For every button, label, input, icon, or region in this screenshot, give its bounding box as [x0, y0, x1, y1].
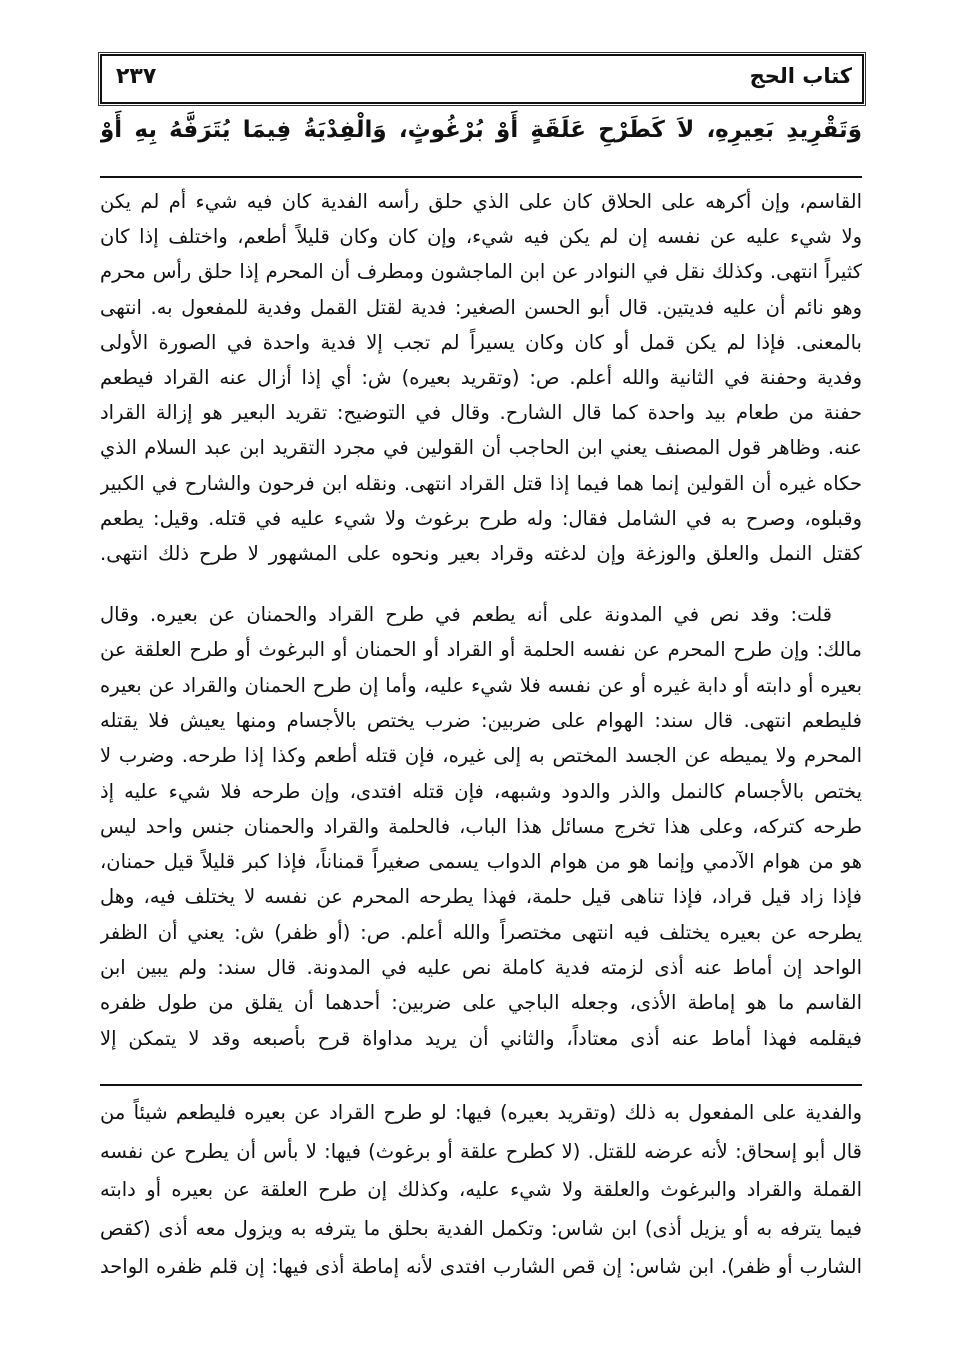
footnote-line: قال أبو إسحاق: لأنه عرضه للقتل. (لا كطرح علقة أو برغوث) فيها: لا بأس أن يطرح عن نفسه	[100, 1139, 862, 1163]
footnote-line: فيما يترفه به أو يزيل أذى) ابن شاس: وتكمل الفدية بحلق ما يترفه به ويزول معه أذى (كقص	[100, 1216, 862, 1240]
commentary-line: قلت: وقد نص في المدونة على أنه يطعم في طرح القراد والحمنان عن بعيره. وقال	[100, 603, 832, 626]
commentary-line: وقبلوه، وصرح به في الشامل فقال: وله طرح برغوث ولا شيء عليه في قتله. وقيل: يطعم	[100, 506, 862, 530]
divider-footnotes	[100, 1084, 862, 1086]
commentary-line: فيقلمه فهذا أماط عنه أذى معتاداً، والثاني أن يريد مداواة قرح بأصبعه وقد لا يتمكن إلا	[100, 1026, 862, 1050]
commentary-line: القاسم ما هو إماطة الأذى، وجعله الباجي على ضربين: أحدهما أن يقلق من طول ظفره	[100, 991, 862, 1015]
main-text-line: وَتَقْرِيدِ بَعِيرِهِ، لاَ كَطَرْحِ عَلَقَةٍ أَوْ بُرْغُوثٍ، وَالْفِدْيَةُ فِيمَا يُتَرَفَّهُ بِهِ أَوْ	[100, 117, 862, 143]
commentary-line: بالمعنى. فإذا لم يكن قمل أو كان وكان يسيراً لم تجب إلا فدية واحدة في الصورة الأولى	[100, 330, 862, 354]
commentary-line: المحرم ولا يميطه عن الجسد المختص به إلى غيره، فإن قتله أطعم وكذا إذا طرحه. وضرب لا	[100, 744, 862, 768]
commentary-line: كثيراً انتهى. وكذلك نقل في النوادر عن ابن الماجشون ومطرف أن المحرم إذا حلق رأس محرم	[100, 260, 862, 284]
commentary-line: وفدية وحفنة في الثانية والله أعلم. ص: (وتقريد بعيره) ش: أي إذا أزال عنه القراد فيطعم	[100, 366, 862, 389]
running-header	[100, 54, 864, 104]
commentary-line: ولا شيء عليه عن نفسه إن لم يكن فيه شيء، وإن كان وكان قليلاً أطعم، واختلف إذا كان	[100, 225, 862, 249]
commentary-line: يختص بالأجسام كالنمل والذر والدود وشبهه، فإن قتله افتدى، وإن طرحه فلا شيء عليه إذ	[100, 779, 862, 803]
commentary-line: طرحه كتركه، وعلى هذا تخرج مسائل هذا الباب، فالحلمة والقراد والحمنان جنس واحد ليس	[100, 814, 862, 838]
commentary-line: عنه. وظاهر قول المصنف يعني ابن الحاجب أن القولين في مجرد التقريد ابن عبد السلام الذي	[100, 436, 862, 460]
footnote-line: والفدية على المفعول به ذلك (وتقريد بعيره) فيها: لو طرح القراد عن بعيره فليطعم شيئاً من	[100, 1101, 862, 1124]
commentary-line: حفنة من طعام بيد واحدة كما قال الشارح. وقال في التوضيح: تقريد البعير هو إزالة القراد	[100, 401, 862, 425]
footnote-line: القملة والقراد والبرغوث والعلقة ولا شيء عليه، وكذلك إن طرح العلقة عن بعيره أو دابته	[100, 1178, 862, 1201]
commentary-line: حكاه غيره أن القولين إنما هما فيما إذا قتل القراد انتهى. ونقله ابن فرحون والشارح في الكبير	[100, 471, 862, 495]
commentary-line: وهو نائم أن عليه فديتين. قال أبو الحسن الصغير: فدية لقتل القمل وفدية للمفعول به. انتهى	[100, 295, 862, 319]
commentary-line: الواحد إن أماط عنه أذى لزمته فدية كاملة نص عليه في المدونة. قال سند: ولم يبين ابن	[100, 956, 862, 979]
chapter-title: كتاب الحج	[749, 64, 852, 88]
commentary-line: فإذا زاد قيل قراد، فإذا تناهى قيل حلمة، فهذا يطرحه المحرم عن نفسه لا يختلف فيه، وهل	[100, 885, 862, 909]
commentary-line: بعيره أو دابته أو دابة غيره أو عن نفسه فلا شيء عليه، وأما إن طرح الحمنان والقراد عن بعيره	[100, 673, 862, 697]
commentary-line: القاسم، وإن أكرهه على الحلاق كان على الذي حلق رأسه الفدية كان فيه شيء أم لم يكن	[100, 190, 862, 213]
commentary-line: يطرحه عن بعيره يختلف فيه انتهى مختصراً والله أعلم. ص: (أو ظفر) ش: يعني أن الظفر	[100, 920, 862, 944]
footnote-line: الشارب أو ظفر). ابن شاس: إن قص الشارب افتدى لأنه إماطة أذى فيها: إن قلم ظفره الواحد	[100, 1255, 862, 1278]
commentary-line: مالك: وإن طرح المحرم عن نفسه الحلمة أو القراد أو الحمنان أو البرغوث أو طرح العلقة عن	[100, 638, 862, 662]
commentary-line: هو من هوام الآدمي وإنما هو من هوام الدواب يسمى صغيراً قمناناً، فإذا كبر قليلاً قيل حمنان،	[100, 850, 862, 874]
commentary-line: فليطعم انتهى. قال سند: الهوام على ضربين: ضرب يختص بالأجسام ومنها يعيش فلا يقتله	[100, 708, 862, 732]
page-number: ٢٣٧	[116, 64, 157, 89]
commentary-line: كقتل النمل والعلق والوزغة وإن لدغته وقراد بعير ونحوه على المشهور لا طرح ذلك انتهى.	[100, 542, 862, 565]
divider-top	[100, 176, 862, 178]
